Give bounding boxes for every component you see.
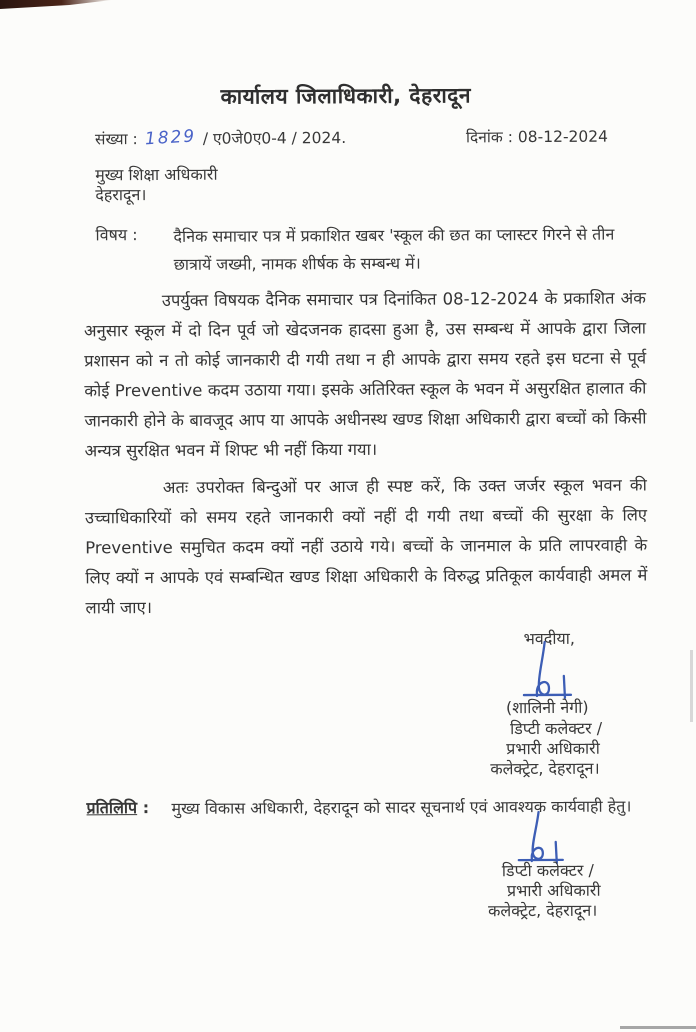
subject-text: दैनिक समाचार पत्र में प्रकाशित खबर 'स्कूल की छत का प्लास्टर गिरने से तीन छात्रायें जख्मी, नामक शीर्षक के सम्बन्ध में। [173, 224, 615, 274]
copy-label-colon: : [142, 798, 150, 818]
ref-number-handwritten: 1829 [144, 126, 197, 150]
reference-number-line [95, 126, 346, 149]
copy-label [86, 796, 149, 818]
date-line [466, 125, 608, 148]
closing-salutation: भवदीया, [523, 628, 575, 649]
signer-designation-2: प्रभारी अधिकारी [506, 738, 600, 759]
copy-recipient-text: मुख्य विकास अधिकारी, देहरादून को सादर सूचनार्थ एवं आवश्यक कार्यवाही हेतु। [171, 796, 632, 818]
date-label: दिनांक : [465, 128, 513, 147]
addressee-designation: मुख्य शिक्षा अधिकारी [95, 164, 218, 185]
signer-designation-3: कलेक्ट्रेट, देहरादून। [490, 758, 600, 779]
copy-signer-designation-2: प्रभारी अधिकारी [506, 880, 601, 901]
subject-label: विषय : [95, 225, 138, 245]
copy-signer-designation-1: डिप्टी कलेक्टर / [501, 860, 594, 881]
office-title: कार्यालय जिलाधिकारी, देहरादून [220, 83, 472, 109]
body-paragraph-1: उपर्युक्त विषयक दैनिक समाचार पत्र दिनांकित 08-12-2024 के प्रकाशित अंक अनुसार स्कूल में दो दिन पूर्व जो खेदजनक हादसा हुआ है, उस सम्बन्ध में आपके द्वारा जिला प्रशासन को न तो कोई जानकारी दी गयी तथा न ही आपके द्वारा समय रहते इस घटना से पूर्व कोई Preventive कदम उठाया गया। इसके अतिरिक्त स्कूल के भवन में असुरक्षित हालात की जानकारी होने के बावजूद आप या आपके अधीनस्थ खण्ड शिक्षा अधिकारी द्वारा बच्चों को किसी अन्यत्र सुरक्षित भवन में शिफ्ट भी नहीं किया गया। [83, 288, 647, 461]
ref-label: संख्या : [94, 130, 138, 149]
signer-name: (शालिनी नेगी) [505, 697, 589, 718]
date-value: 08-12-2024 [517, 127, 609, 147]
addressee-place: देहरादून। [95, 185, 147, 205]
signer-designation-1: डिप्टी कलेक्टर / [510, 718, 603, 739]
signature-ink-1 [521, 640, 579, 704]
ref-suffix: / ए0जे0ए0-4 / 2024. [202, 129, 347, 148]
copy-label-word: प्रतिलिपि [86, 798, 138, 818]
copy-signer-designation-3: कलेक्ट्रेट, देहरादून। [488, 900, 598, 921]
body-paragraph-2: अतः उपरोक्त बिन्दुओं पर आज ही स्पष्ट करें, कि उक्त जर्जर स्कूल भवन की उच्चाधिकारियों को समय रहते जानकारी क्यों नहीं दी गयी तथा बच्चों की सुरक्षा के लिए Preventive समुचित कदम क्यों नहीं उठाये गये। बच्चों के जानमाल के प्रति लापरवाही के लिए क्यों न आपके एवं सम्बन्धित खण्ड शिक्षा अधिकारी के विरुद्ध प्रतिकूल कार्यवाही अमल में लायी जाए। [84, 475, 648, 618]
